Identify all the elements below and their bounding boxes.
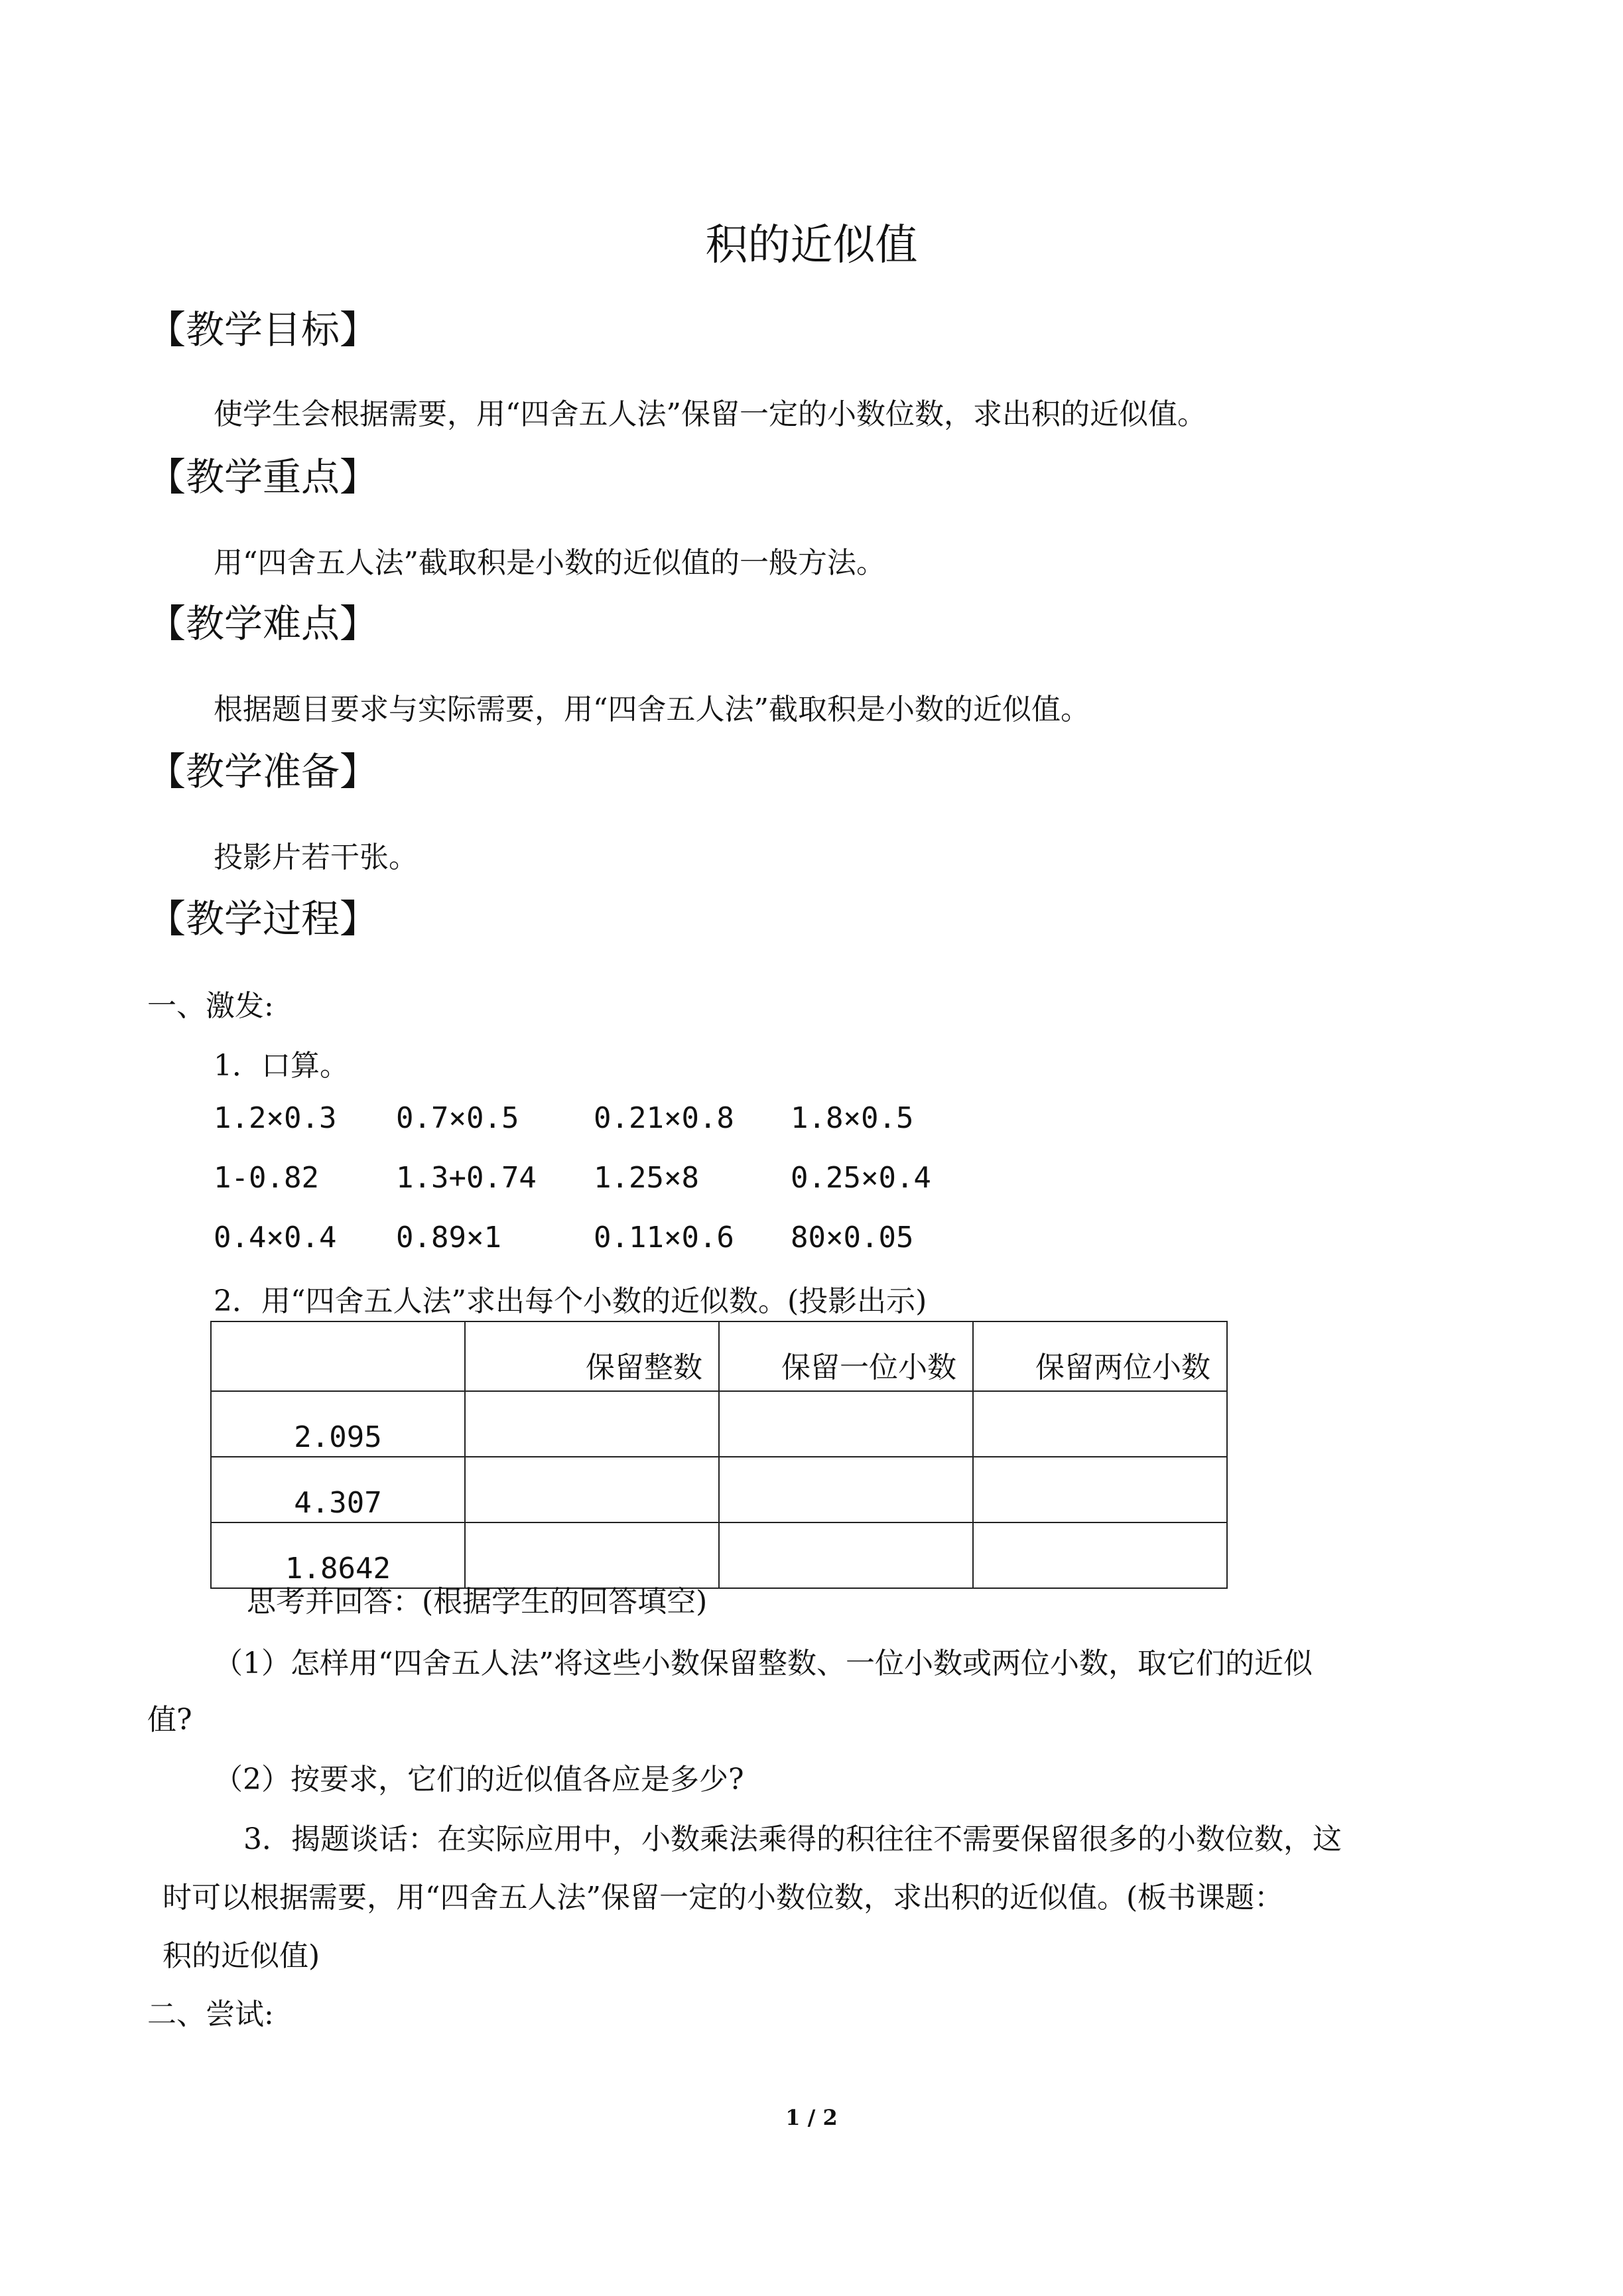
math-item: 1-0.82	[214, 1161, 319, 1195]
question-3-line1: 3．揭题谈话：在实际应用中，小数乘法乘得的积往往不需要保留很多的小数位数，这	[243, 1822, 1342, 1856]
table-cell-number: 2.095	[211, 1391, 465, 1457]
math-item: 1.25×8	[594, 1161, 699, 1195]
table-cell-blank	[719, 1457, 973, 1522]
part2-label: 二、尝试:	[147, 1997, 274, 2031]
question-1: 1．口算。	[214, 1049, 349, 1083]
question-2: 2．用“四舍五人法”求出每个小数的近似数。(投影出示)	[214, 1284, 927, 1318]
table-cell-blank	[973, 1457, 1227, 1522]
question-3-line2: 时可以根据需要，用“四舍五人法”保留一定的小数位数，求出积的近似值。(板书课题：	[162, 1881, 1284, 1915]
table-cell-blank	[719, 1522, 973, 1588]
table-cell-number: 1.8642	[211, 1522, 465, 1588]
part1-label: 一、激发:	[147, 989, 274, 1023]
subquestion-1-line2: 值?	[147, 1703, 192, 1737]
heading-teaching-goal: 【教学目标】	[147, 307, 379, 352]
teaching-difficulty-text: 根据题目要求与实际需要，用“四舍五人法”截取积是小数的近似值。	[214, 693, 1090, 726]
table-header-cell: 保留两位小数	[973, 1321, 1227, 1391]
table-header-cell: 保留整数	[465, 1321, 719, 1391]
math-item: 0.7×0.5	[396, 1101, 519, 1135]
math-item: 1.8×0.5	[791, 1101, 914, 1135]
table-header-cell: 保留一位小数	[719, 1321, 973, 1391]
subquestion-2: （2）按要求，它们的近似值各应是多少?	[214, 1763, 744, 1796]
table-cell-blank	[973, 1391, 1227, 1457]
heading-teaching-difficulty: 【教学难点】	[147, 601, 379, 646]
math-item: 1.2×0.3	[214, 1101, 337, 1135]
table-cell-blank	[719, 1391, 973, 1457]
table-cell-blank	[465, 1457, 719, 1522]
math-item: 0.25×0.4	[791, 1161, 931, 1195]
math-item: 0.4×0.4	[214, 1221, 337, 1254]
approximation-table	[210, 1321, 1228, 1589]
question-3-line3: 积的近似值)	[162, 1939, 320, 1973]
teaching-prep-text: 投影片若干张。	[214, 841, 418, 874]
math-item: 0.11×0.6	[594, 1221, 734, 1254]
heading-teaching-prep: 【教学准备】	[147, 749, 379, 794]
table-cell-blank	[973, 1522, 1227, 1588]
teaching-focus-text: 用“四舍五人法”截取积是小数的近似值的一般方法。	[214, 546, 885, 580]
math-item: 1.3+0.74	[396, 1161, 537, 1195]
page-number: 1 / 2	[785, 2105, 838, 2130]
math-item: 0.21×0.8	[594, 1101, 734, 1135]
table-header-cell	[211, 1321, 465, 1391]
math-item: 80×0.05	[791, 1221, 914, 1254]
math-item: 0.89×1	[396, 1221, 501, 1254]
think-prompt: 思考并回答：(根据学生的回答填空)	[247, 1585, 708, 1619]
teaching-goal-text: 使学生会根据需要，用“四舍五人法”保留一定的小数位数，求出积的近似值。	[214, 397, 1206, 431]
heading-teaching-focus: 【教学重点】	[147, 454, 379, 500]
table-cell-blank	[465, 1391, 719, 1457]
table-header-row	[211, 1321, 1227, 1391]
heading-teaching-process: 【教学过程】	[147, 896, 379, 941]
table-row	[211, 1457, 1227, 1522]
table-cell-number: 4.307	[211, 1457, 465, 1522]
subquestion-1-line1: （1）怎样用“四舍五人法”将这些小数保留整数、一位小数或两位小数，取它们的近似	[214, 1647, 1313, 1680]
page-title: 积的近似值	[705, 221, 918, 270]
table-row	[211, 1391, 1227, 1457]
